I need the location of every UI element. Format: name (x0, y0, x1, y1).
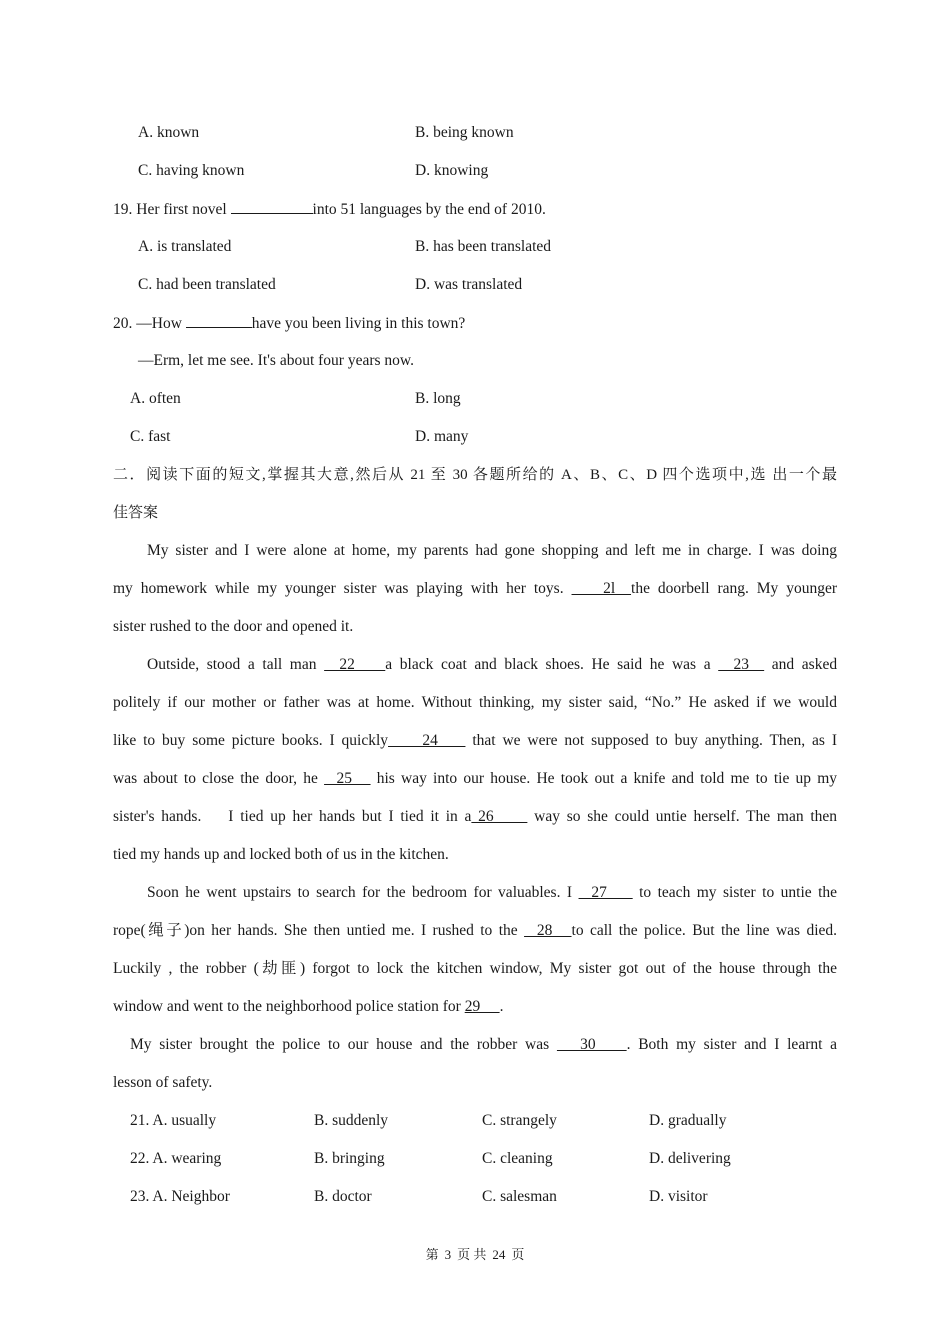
passage-text: My sister brought the police to our house and the robber was (130, 1036, 550, 1053)
passage-line (113, 578, 837, 600)
passage-line (113, 996, 503, 1018)
passage-line: lesson of safety. (113, 1074, 213, 1091)
q19-stem-before: Her first novel (136, 201, 227, 218)
q19-stem (113, 198, 546, 221)
q19-option-d: D. was translated (415, 276, 523, 293)
q18-option-d: D. knowing (415, 162, 489, 179)
passage-text: rope(绳子)on her hands. She then untied me. I rushed to the (113, 922, 518, 939)
total-pages: 24 (492, 1247, 506, 1262)
blank-21[interactable]: 2l (571, 580, 632, 597)
q20-option-b: B. long (415, 390, 461, 407)
passage-text: to teach my sister to untie the (639, 884, 838, 901)
passage-line (113, 768, 837, 790)
passage-text: way so she could untie herself. The man then (534, 808, 838, 825)
q21-option-c: C. strangely (482, 1112, 557, 1129)
passage-line: My sister and I were alone at home, my parents had gone shopping and left me in charge. I was doing (147, 542, 837, 559)
passage-text: his way into our house. He took out a knife and told me to tie up my (376, 770, 838, 787)
section-heading-cont: 佳答案 (113, 505, 159, 521)
page-number: 3 (444, 1247, 452, 1262)
footer-middle: 页 共 (457, 1247, 487, 1262)
q23-option-a: 23. A. Neighbor (130, 1188, 230, 1205)
passage-text: . Both my sister and I learnt a (626, 1036, 838, 1053)
q22-option-c: C. cleaning (482, 1150, 553, 1167)
passage-line (147, 882, 837, 904)
passage-line (113, 730, 837, 752)
passage-text: my homework while my younger sister was playing with her toys. (113, 580, 564, 597)
q19-option-b: B. has been translated (415, 238, 552, 255)
q23-option-c: C. salesman (482, 1188, 557, 1205)
blank-23[interactable]: 23 (718, 656, 765, 673)
passage-text: Outside, stood a tall man (147, 656, 317, 673)
blank-26[interactable]: 26 (471, 808, 528, 825)
passage-line (113, 806, 837, 828)
passage-text: a black coat and black shoes. He said he was a (385, 656, 711, 673)
q23-option-b: B. doctor (314, 1188, 372, 1205)
q22-option-d: D. delivering (649, 1150, 731, 1167)
q20-number: 20. (113, 315, 133, 332)
q19-number: 19. (113, 201, 133, 218)
passage-line: tied my hands up and locked both of us in the kitchen. (113, 846, 449, 863)
passage-line (147, 654, 837, 676)
q19-option-c: C. had been translated (138, 276, 276, 293)
passage-line (130, 1034, 837, 1056)
q20-line1-before: —How (136, 315, 182, 332)
passage-text: the doorbell rang. My younger (631, 580, 837, 597)
q18-option-a: A. known (138, 124, 200, 141)
passage-line (113, 920, 837, 942)
footer-prefix: 第 (425, 1247, 439, 1262)
passage-text: Soon he went upstairs to search for the bedroom for valuables. I (147, 884, 573, 901)
q21-option-b: B. suddenly (314, 1112, 389, 1129)
q21-option-a: 21. A. usually (130, 1112, 217, 1129)
q20-option-a: A. often (130, 390, 181, 407)
q19-stem-after: into 51 languages by the end of 2010. (312, 201, 546, 218)
q23-option-d: D. visitor (649, 1188, 708, 1205)
blank-28[interactable]: 28 (524, 922, 572, 939)
passage-line: politely if our mother or father was at home. Without thinking, my sister said, “No.” He asked if we would (113, 694, 837, 711)
q22-option-b: B. bringing (314, 1150, 385, 1167)
passage-line: sister rushed to the door and opened it. (113, 618, 354, 635)
passage-text: like to buy some picture books. I quickly (113, 732, 389, 749)
footer-suffix: 页 (511, 1247, 525, 1262)
q20-reply: —Erm, let me see. It's about four years now. (138, 352, 414, 369)
blank-30[interactable]: 30 (556, 1036, 627, 1053)
q18-option-c: C. having known (138, 162, 245, 179)
blank-24[interactable]: 24 (388, 732, 466, 749)
q20-line1-after: have you been living in this town? (251, 315, 466, 332)
section-heading: 二．阅读下面的短文,掌握其大意,然后从 21 至 30 各题所给的 A、B、C、D 四个选项中,选 出一个最 (113, 467, 837, 483)
q22-option-a: 22. A. wearing (130, 1150, 222, 1167)
blank-25[interactable]: 25 (324, 770, 371, 787)
passage-text: was about to close the door, he (113, 770, 318, 787)
passage-text: . (499, 998, 504, 1015)
passage-text: window and went to the neighborhood police station for (113, 998, 461, 1015)
passage-text: and asked (771, 656, 838, 673)
passage-text: that we were not supposed to buy anything. Then, as I (472, 732, 838, 749)
q18-option-b: B. being known (415, 124, 514, 141)
q20-stem (113, 312, 465, 335)
blank-22[interactable]: 22 (324, 656, 386, 673)
q20-answer-blank[interactable] (186, 312, 252, 328)
passage-line: Luckily , the robber (劫匪) forgot to lock the kitchen window, My sister got out of the house through the (113, 960, 837, 977)
q20-option-d: D. many (415, 428, 469, 445)
blank-27[interactable]: 27 (578, 884, 633, 901)
q20-option-c: C. fast (130, 428, 171, 445)
page-footer (0, 1245, 950, 1265)
q19-option-a: A. is translated (138, 238, 232, 255)
passage-text: sister's hands. I tied up her hands but I tied it in a (113, 808, 472, 825)
q21-option-d: D. gradually (649, 1112, 727, 1129)
blank-29[interactable]: 29 (464, 998, 500, 1015)
q19-answer-blank[interactable] (231, 198, 313, 214)
passage-text: to call the police. But the line was died. (571, 922, 838, 939)
